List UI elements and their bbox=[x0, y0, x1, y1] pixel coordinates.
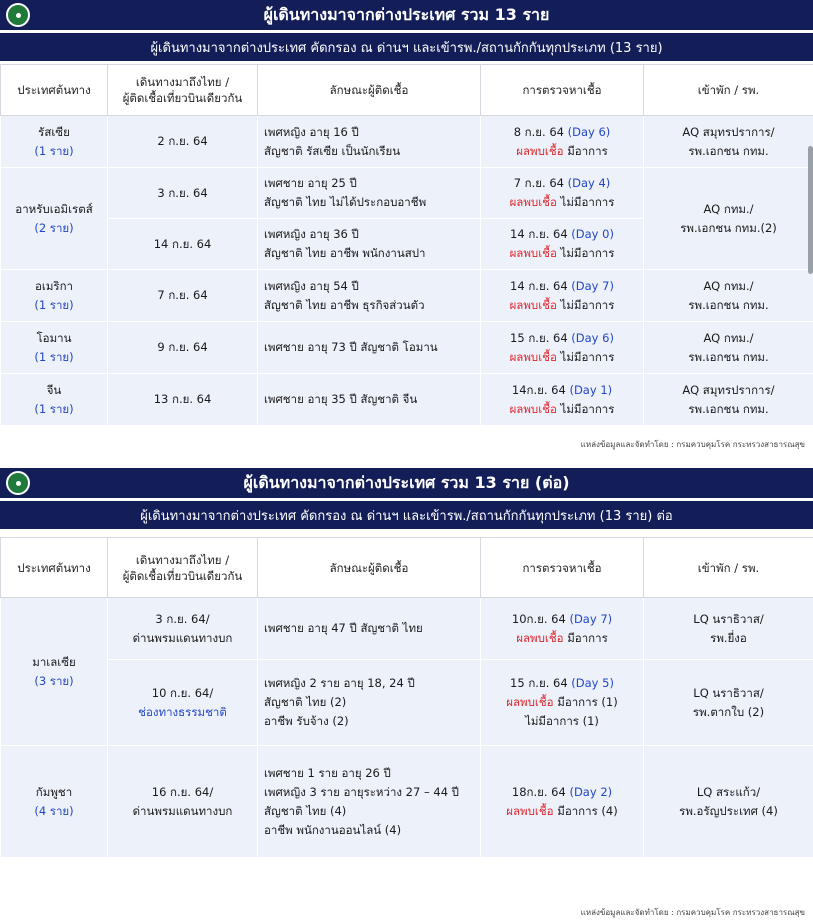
country-cell: โอมาน (1 ราย) bbox=[1, 322, 108, 374]
panel-2-title-bar bbox=[0, 468, 813, 498]
arrival-cell: 9 ก.ย. 64 bbox=[108, 322, 258, 374]
header-description: ลักษณะผู้ติดเชื้อ bbox=[258, 65, 481, 116]
test-cell: 8 ก.ย. 64 (Day 6) ผลพบเชื้อ มีอาการ bbox=[481, 116, 644, 168]
panel-2-subtitle-bar bbox=[0, 501, 813, 529]
table-row bbox=[1, 270, 813, 322]
test-cell: 14 ก.ย. 64 (Day 7) ผลพบเชื้อ ไม่มีอาการ bbox=[481, 270, 644, 322]
country-cell: กัมพูชา (4 ราย) bbox=[1, 746, 108, 858]
country-cell: อเมริกา (1 ราย) bbox=[1, 270, 108, 322]
panel-2-table bbox=[0, 537, 813, 858]
table-row bbox=[1, 116, 813, 168]
panel-1-subtitle: ผู้เดินทางมาจากต่างประเทศ คัดกรอง ณ ด่านฯ และเข้ารพ./สถานกักกันทุกประเภท (13 ราย) bbox=[150, 40, 663, 56]
table-row bbox=[1, 598, 813, 660]
test-cell: 14ก.ย. 64 (Day 1) ผลพบเชื้อ ไม่มีอาการ bbox=[481, 374, 644, 426]
stay-cell: LQ นราธิวาส/ รพ.ยี่งอ bbox=[644, 598, 813, 660]
table-row bbox=[1, 168, 813, 219]
description-cell: เพศหญิง 2 ราย อายุ 18, 24 ปี สัญชาติ ไทย (2) อาชีพ รับจ้าง (2) bbox=[258, 660, 481, 746]
panel-2 bbox=[0, 468, 813, 858]
arrival-cell: 16 ก.ย. 64/ ด่านพรมแดนทางบก bbox=[108, 746, 258, 858]
ministry-logo-icon bbox=[6, 3, 30, 27]
ministry-logo-icon bbox=[6, 471, 30, 495]
arrival-cell: 3 ก.ย. 64/ ด่านพรมแดนทางบก bbox=[108, 598, 258, 660]
country-cell: มาเลเซีย (3 ราย) bbox=[1, 598, 108, 746]
arrival-cell: 3 ก.ย. 64 bbox=[108, 168, 258, 219]
panel-1-subtitle-bar bbox=[0, 33, 813, 61]
panel-1-title: ผู้เดินทางมาจากต่างประเทศ รวม 13 ราย bbox=[263, 4, 550, 24]
table-row bbox=[1, 660, 813, 746]
header-test: การตรวจหาเชื้อ bbox=[481, 538, 644, 598]
description-cell: เพศหญิง อายุ 36 ปี สัญชาติ ไทย อาชีพ พนักงานสปา bbox=[258, 219, 481, 270]
country-cell: รัสเซีย (1 ราย) bbox=[1, 116, 108, 168]
description-cell: เพศหญิง อายุ 54 ปี สัญชาติ ไทย อาชีพ ธุรกิจส่วนตัว bbox=[258, 270, 481, 322]
description-cell: เพศชาย อายุ 73 ปี สัญชาติ โอมาน bbox=[258, 322, 481, 374]
table-header-row bbox=[1, 65, 813, 116]
table-row bbox=[1, 322, 813, 374]
country-cell: อาหรับเอมิเรตส์ (2 ราย) bbox=[1, 168, 108, 270]
header-stay: เข้าพัก / รพ. bbox=[644, 538, 813, 598]
table-header-row bbox=[1, 538, 813, 598]
test-cell: 10ก.ย. 64 (Day 7) ผลพบเชื้อ มีอาการ bbox=[481, 598, 644, 660]
panel-1-table bbox=[0, 64, 813, 426]
description-cell: เพศชาย อายุ 47 ปี สัญชาติ ไทย bbox=[258, 598, 481, 660]
stay-cell: AQ กทม./ รพ.เอกชน กทม. bbox=[644, 322, 813, 374]
description-cell: เพศหญิง อายุ 16 ปี สัญชาติ รัสเซีย เป็นนักเรียน bbox=[258, 116, 481, 168]
panel-2-title: ผู้เดินทางมาจากต่างประเทศ รวม 13 ราย (ต่อ) bbox=[243, 472, 570, 492]
panel-2-source-note: แหล่งข้อมูลและจัดทำโดย : กรมควบคุมโรค กระทรวงสาธารณสุข bbox=[580, 908, 805, 917]
stay-cell: AQ กทม./ รพ.เอกชน กทม. bbox=[644, 270, 813, 322]
header-description: ลักษณะผู้ติดเชื้อ bbox=[258, 538, 481, 598]
panel-1-title-bar bbox=[0, 0, 813, 30]
test-cell: 15 ก.ย. 64 (Day 6) ผลพบเชื้อ ไม่มีอาการ bbox=[481, 322, 644, 374]
header-country: ประเทศต้นทาง bbox=[1, 538, 108, 598]
table-row bbox=[1, 374, 813, 426]
scrollbar-thumb[interactable] bbox=[808, 146, 813, 274]
header-stay: เข้าพัก / รพ. bbox=[644, 65, 813, 116]
country-cell: จีน (1 ราย) bbox=[1, 374, 108, 426]
test-cell: 7 ก.ย. 64 (Day 4) ผลพบเชื้อ ไม่มีอาการ bbox=[481, 168, 644, 219]
stay-cell: LQ สระแก้ว/ รพ.อรัญประเทศ (4) bbox=[644, 746, 813, 858]
description-cell: เพศชาย อายุ 25 ปี สัญชาติ ไทย ไม่ได้ประกอบอาชีพ bbox=[258, 168, 481, 219]
header-arrival: เดินทางมาถึงไทย / ผู้ติดเชื้อเที่ยวบินเดียวกัน bbox=[108, 538, 258, 598]
header-country: ประเทศต้นทาง bbox=[1, 65, 108, 116]
header-arrival: เดินทางมาถึงไทย / ผู้ติดเชื้อเที่ยวบินเดียวกัน bbox=[108, 65, 258, 116]
description-cell: เพศชาย อายุ 35 ปี สัญชาติ จีน bbox=[258, 374, 481, 426]
stay-cell: AQ สมุทรปราการ/ รพ.เอกชน กทม. bbox=[644, 116, 813, 168]
stay-cell: AQ กทม./ รพ.เอกชน กทม.(2) bbox=[644, 168, 813, 270]
test-cell: 14 ก.ย. 64 (Day 0) ผลพบเชื้อ ไม่มีอาการ bbox=[481, 219, 644, 270]
test-cell: 15 ก.ย. 64 (Day 5) ผลพบเชื้อ มีอาการ (1) ไม่มีอาการ (1) bbox=[481, 660, 644, 746]
panel-1-source-note: แหล่งข้อมูลและจัดทำโดย : กรมควบคุมโรค กระทรวงสาธารณสุข bbox=[580, 440, 805, 449]
description-cell: เพศชาย 1 ราย อายุ 26 ปี เพศหญิง 3 ราย อายุระหว่าง 27 – 44 ปี สัญชาติ ไทย (4) อาชีพ พนักงานออนไลน์ (4) bbox=[258, 746, 481, 858]
panel-2-subtitle: ผู้เดินทางมาจากต่างประเทศ คัดกรอง ณ ด่านฯ และเข้ารพ./สถานกักกันทุกประเภท (13 ราย) ต่อ bbox=[140, 508, 673, 524]
arrival-cell: 2 ก.ย. 64 bbox=[108, 116, 258, 168]
arrival-cell: 7 ก.ย. 64 bbox=[108, 270, 258, 322]
header-test: การตรวจหาเชื้อ bbox=[481, 65, 644, 116]
arrival-cell: 10 ก.ย. 64/ ช่องทางธรรมชาติ bbox=[108, 660, 258, 746]
arrival-cell: 14 ก.ย. 64 bbox=[108, 219, 258, 270]
arrival-cell: 13 ก.ย. 64 bbox=[108, 374, 258, 426]
test-cell: 18ก.ย. 64 (Day 2) ผลพบเชื้อ มีอาการ (4) bbox=[481, 746, 644, 858]
table-row bbox=[1, 746, 813, 858]
panel-1 bbox=[0, 0, 813, 426]
stay-cell: LQ นราธิวาส/ รพ.ตากใบ (2) bbox=[644, 660, 813, 746]
stay-cell: AQ สมุทรปราการ/ รพ.เอกชน กทม. bbox=[644, 374, 813, 426]
